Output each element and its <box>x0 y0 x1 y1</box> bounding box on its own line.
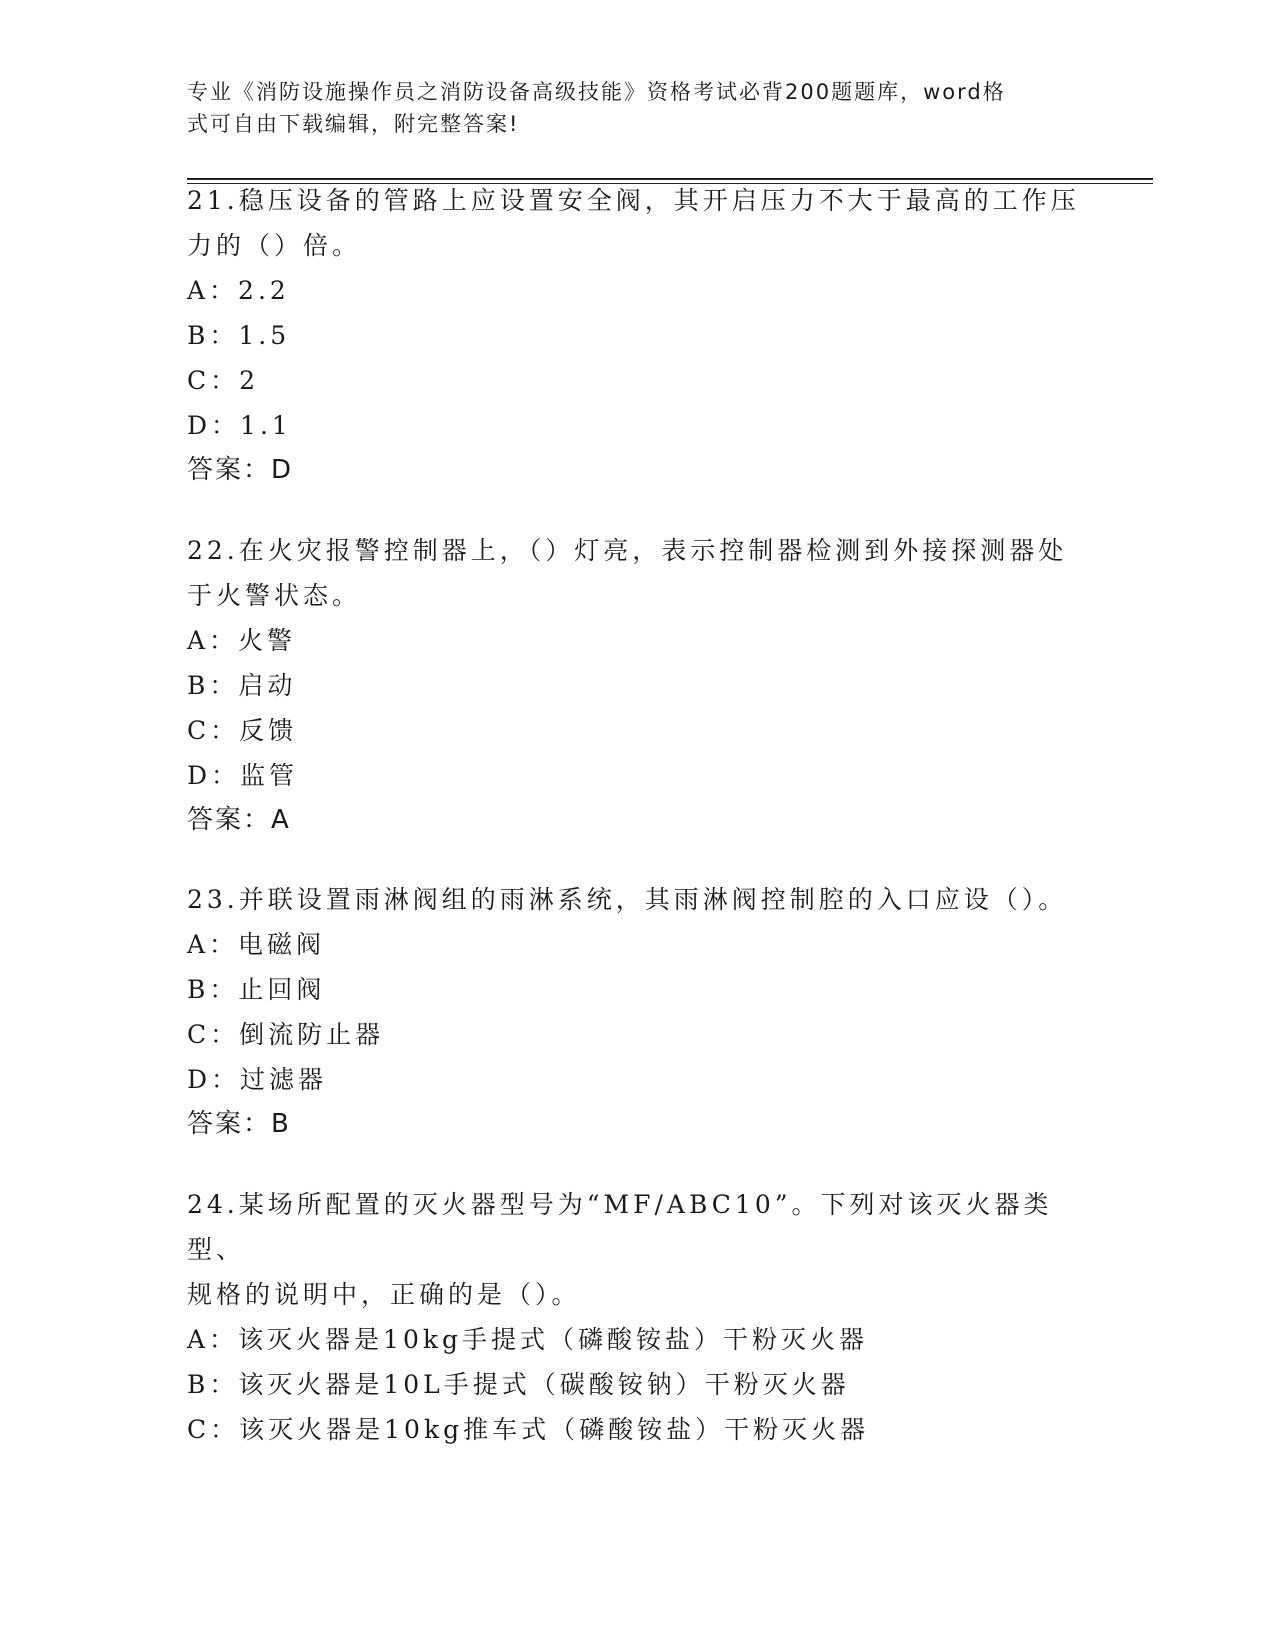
option-a: A：2.2 <box>187 276 290 305</box>
question-stem-line: 21.稳压设备的管路上应设置安全阀，其开启压力不大于最高的工作压 <box>187 186 1080 215</box>
option-c: C：该灭火器是10kg推车式（磷酸铵盐）干粉灭火器 <box>187 1415 870 1444</box>
header-line-1: 专业《消防设施操作员之消防设备高级技能》资格考试必背200题题库，word格 <box>187 80 1006 104</box>
header-line-2: 式可自由下载编辑，附完整答案! <box>187 112 520 136</box>
question-23 <box>187 877 1087 1147</box>
option-c: C：倒流防止器 <box>187 1020 385 1049</box>
option-c: C：2 <box>187 366 260 395</box>
question-stem-line: 力的（）倍。 <box>187 231 362 260</box>
option-b: B：该灭火器是10L手提式（碳酸铵钠）干粉灭火器 <box>187 1370 850 1399</box>
option-b: B：止回阀 <box>187 975 326 1004</box>
question-stem-line: 于火警状态。 <box>187 581 362 610</box>
answer-label: 答案：D <box>187 455 294 485</box>
option-b: B：启动 <box>187 671 297 700</box>
option-d: D：过滤器 <box>187 1065 328 1094</box>
answer-label: 答案：A <box>187 805 291 835</box>
question-22 <box>187 528 1087 843</box>
question-stem-line: 22.在火灾报警控制器上，（）灯亮，表示控制器检测到外接探测器处 <box>187 536 1068 565</box>
option-a: A：电磁阀 <box>187 930 326 959</box>
answer-label: 答案：B <box>187 1109 291 1139</box>
question-stem-line: 23.并联设置雨淋阀组的雨淋系统，其雨淋阀控制腔的入口应设（）。 <box>187 885 1068 914</box>
document-header <box>187 76 1067 140</box>
option-d: D：1.1 <box>187 411 292 440</box>
option-b: B：1.5 <box>187 321 291 350</box>
option-a: A：该灭火器是10kg手提式（磷酸铵盐）干粉灭火器 <box>187 1325 869 1354</box>
question-24 <box>187 1182 1087 1452</box>
question-stem-line: 24.某场所配置的灭火器型号为“MF/ABC10”。下列对该灭火器类型、 <box>187 1190 1053 1264</box>
question-21 <box>187 178 1087 493</box>
option-c: C：反馈 <box>187 716 298 745</box>
option-d: D：监管 <box>187 761 299 790</box>
question-stem-line: 规格的说明中，正确的是（）。 <box>187 1280 581 1309</box>
option-a: A：火警 <box>187 626 297 655</box>
